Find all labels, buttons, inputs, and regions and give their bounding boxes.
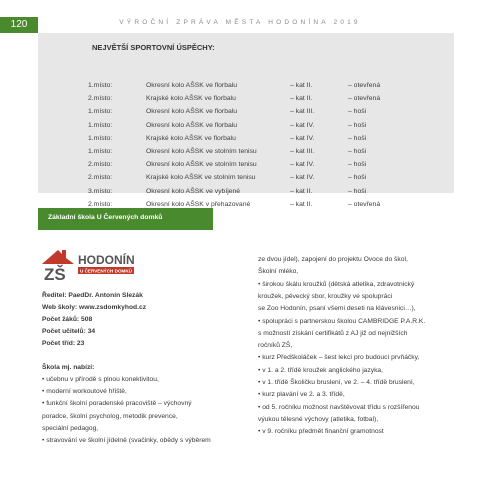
pupils-line: Počet žáků: 508 (42, 316, 93, 323)
group: – hoši (348, 121, 367, 129)
offer-line: poradce, školní psycholog, metodik prevence, (42, 412, 178, 420)
offer-line: • spolupráci s partnerskou školou CAMBRIDGE P.A.R.K. (258, 317, 426, 325)
competition: Krajské kolo AŠSK ve florbalu (146, 95, 236, 103)
group: – otevřená (348, 95, 381, 103)
category: – kat IV. (290, 134, 315, 142)
competition: Krajské kolo AŠSK ve stolním tenisu (146, 174, 256, 182)
page-header (0, 0, 480, 34)
placement: 1.místo: (88, 108, 113, 116)
category: – kat IV. (290, 161, 315, 169)
placement: 2.místo: (88, 200, 113, 208)
offer-line: kroužek, pěvecký sbor, kroužky ve spolupráci (258, 292, 393, 300)
group: – hoši (348, 108, 367, 116)
category: – kat IV. (290, 174, 315, 182)
offer-line: výukou tělesné výchovy (atletika, fotbal), (258, 415, 379, 423)
competition: Okresní kolo AŠSK ve stolním tenisu (146, 161, 257, 169)
offer-line: speciální pedagog, (42, 424, 99, 432)
group: – hoši (348, 148, 367, 155)
category: – kat II. (290, 95, 313, 103)
offer-line: • funkční školní poradenské pracoviště – výchovný (42, 400, 192, 408)
group: – otevřená (348, 82, 381, 89)
competition: Okresní kolo AŠSK ve florbalu (146, 108, 238, 116)
category: – kat III. (290, 108, 315, 116)
offer-line: • od 5. ročníku možnost navštěvovat třídu s rozšířenou (258, 403, 420, 411)
placement: 2.místo: (88, 174, 113, 182)
logo-subtitle: U ČERVENÝCH DOMKŮ (80, 268, 132, 274)
category: – kat II. (290, 82, 313, 89)
competition: Okresní kolo AŠSK ve florbalu (146, 121, 238, 129)
offer-line: ze dvou jídel), zapojení do projektu Ovoce do škol, (258, 256, 408, 263)
placement: 1.místo: (88, 134, 113, 142)
placement: 1.místo: (88, 82, 113, 89)
web-line: Web školy: www.zsdomkyhod.cz (42, 304, 147, 311)
offer-line: s možností získání certifikátů z AJ již od nejnižších (258, 329, 408, 337)
group: – otevřená (348, 200, 381, 208)
placement: 3.místo: (88, 187, 113, 195)
competition: Okresní kolo AŠSK ve stolním tenisu (146, 148, 257, 155)
offers-title: Škola mj. nabízí: (42, 364, 95, 371)
competition: Okresní kolo AŠSK ve florbalu (146, 82, 238, 89)
placement: 2.místo: (88, 95, 113, 103)
competition: Okresní kolo AŠSK v přehazované (146, 200, 251, 208)
logo-letters: ZŠ (44, 265, 66, 284)
offer-line: • širokou škálu kroužků (dětská atletika, zdravotnický (258, 280, 415, 288)
page-number: 120 (0, 17, 38, 33)
offer-line: se Zoo Hodonín, psaní všemi deseti na klávesnici…), (258, 305, 416, 313)
offer-line: • moderní workoutové hřiště, (42, 388, 127, 396)
school-logo-graphic (40, 244, 136, 284)
offer-line: ročníků ZŠ, (258, 342, 293, 350)
classes-line: Počet tříd: 23 (42, 340, 85, 347)
group: – hoši (348, 174, 367, 182)
category: – kat II. (290, 200, 313, 208)
offer-line: • v 9. ročníku předmět finanční gramotnost (258, 428, 384, 436)
logo-city: HODONÍN (78, 253, 135, 267)
placement: 1.místo: (88, 148, 113, 155)
competition: Okresní kolo AŠSK ve vybíjené (146, 187, 241, 195)
offer-line: • kurz plavání ve 2. a 3. třídě, (258, 391, 345, 399)
school-heading-bar (38, 208, 213, 230)
placement: 2.místo: (88, 161, 113, 169)
offer-line: • kurz Předškoláček – šest lekcí pro budoucí prvňáčky, (258, 354, 420, 362)
teachers-line: Počet učitelů: 34 (42, 328, 96, 335)
roof-shape (42, 250, 74, 264)
category: – kat IV. (290, 121, 315, 129)
category: – kat III. (290, 148, 315, 155)
director-line: Ředitel: PaedDr. Antonín Slezák (42, 292, 143, 299)
placement: 1.místo: (88, 121, 113, 129)
offer-line: • v 1. a 2. třídě kroužek anglického jazyka, (258, 366, 384, 374)
competition: Krajské kolo AŠSK ve florbalu (146, 134, 236, 142)
offer-line: • v 1. třídě Školičku bruslení, ve 2. – 4. třídě bruslení, (258, 379, 415, 386)
group: – hoši (348, 134, 367, 142)
offer-line: Školní mléko, (258, 268, 299, 276)
category: – kat II. (290, 187, 313, 195)
achievements-title: NEJVĚTŠÍ SPORTOVNÍ ÚSPĚCHY: (92, 43, 215, 52)
offer-line: • stravování ve školní jídelně (svačinky, obědy s výběrem (42, 437, 211, 444)
group: – hoši (348, 161, 367, 169)
offer-line: • učebnu v přírodě s plnou konektivitou, (42, 376, 159, 383)
running-title: VÝROČNÍ ZPRÁVA MĚSTA HODONÍNA 2019 (119, 19, 361, 26)
achievements-panel (38, 33, 454, 208)
school-heading: Základní škola U Červených domků (48, 214, 163, 221)
group: – hoši (348, 187, 367, 195)
school-logo (40, 244, 136, 284)
